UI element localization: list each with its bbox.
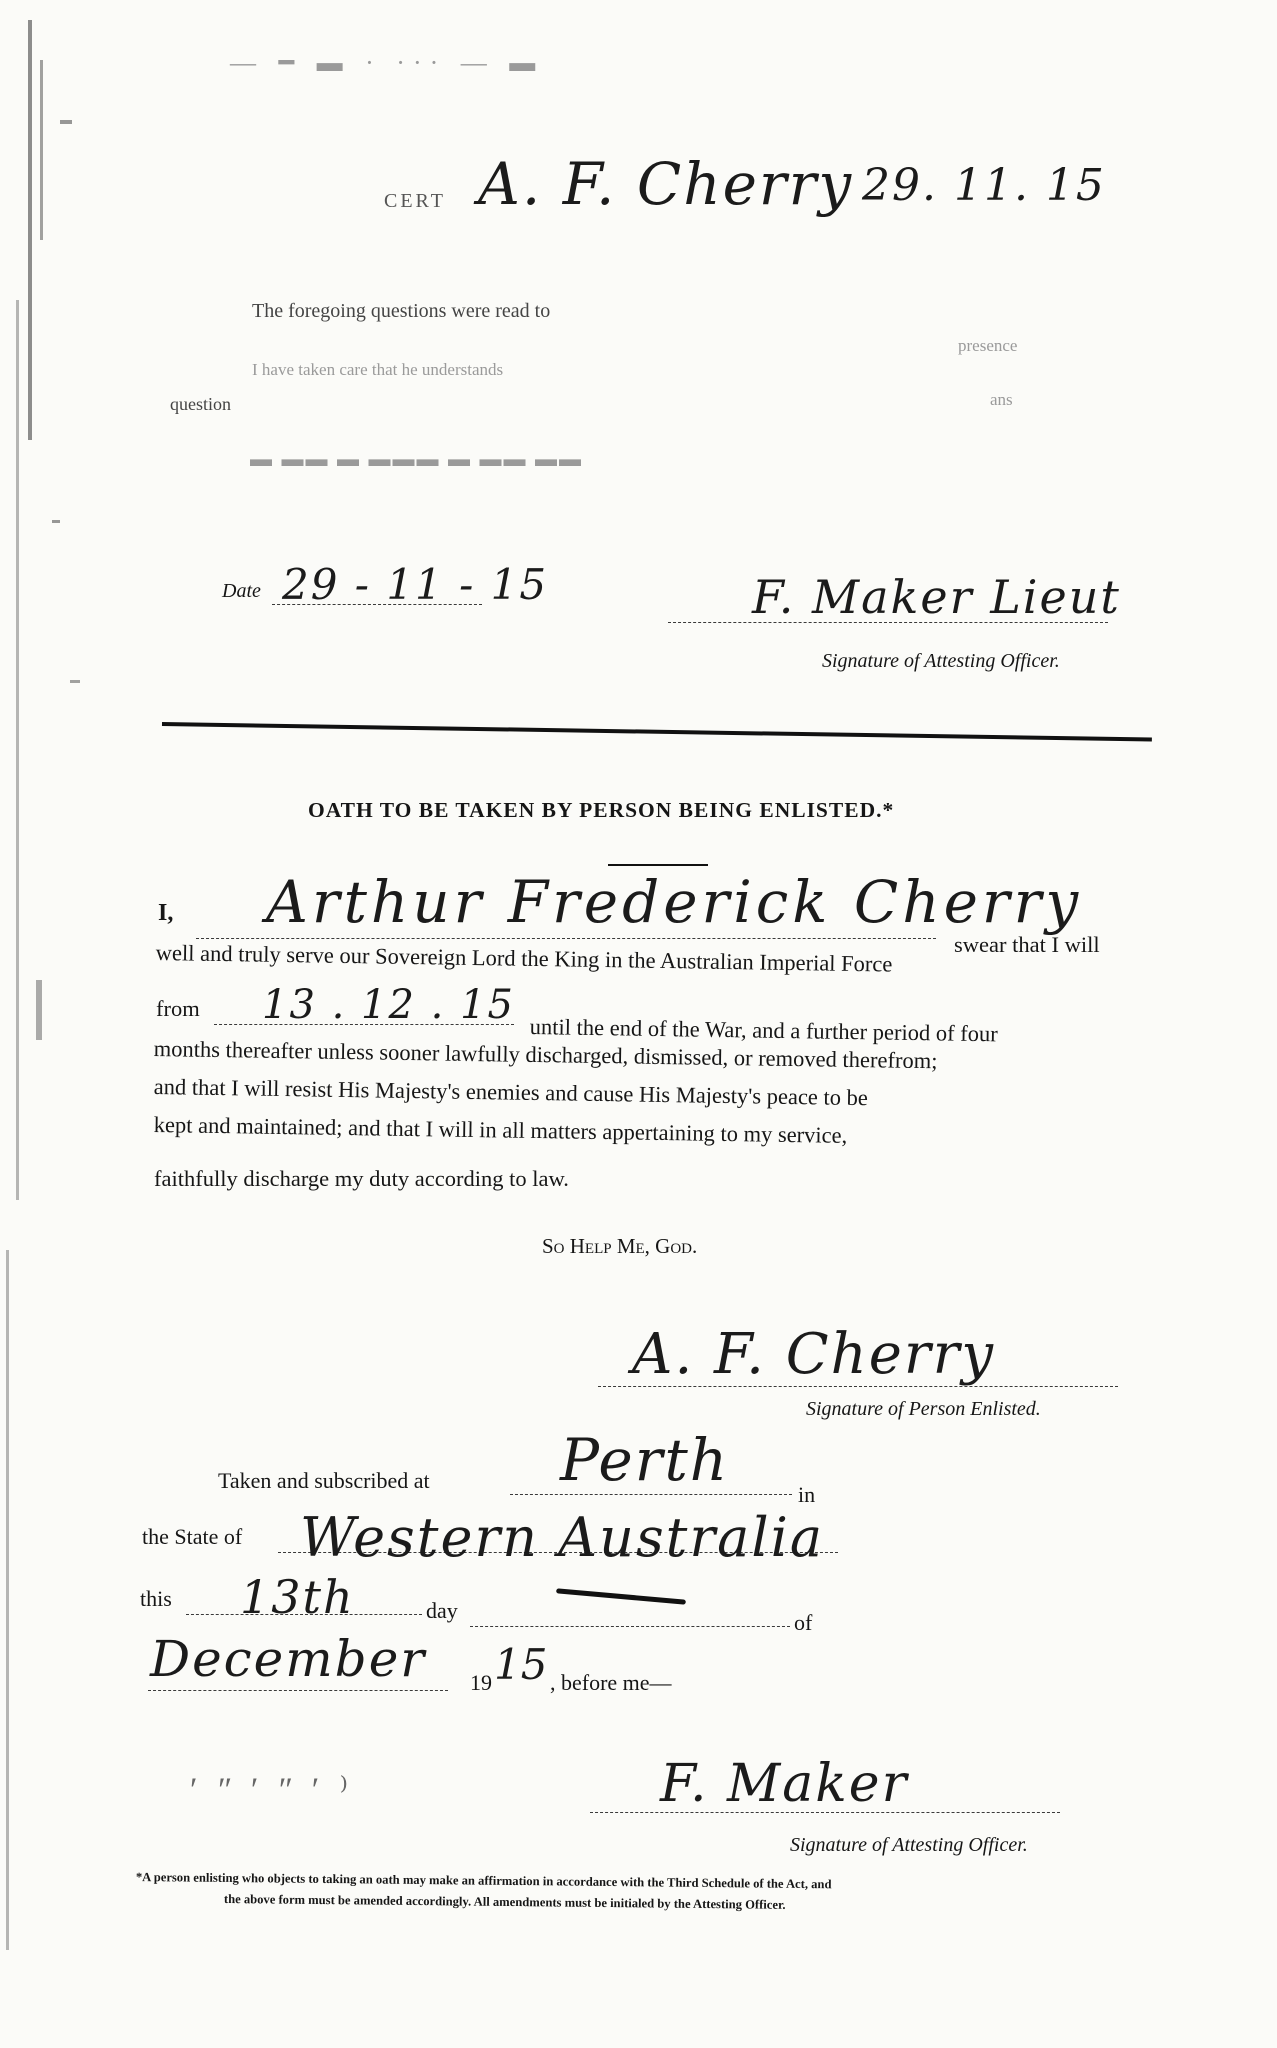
oath-line5: and that I will resist His Majesty's enemies and cause His Majesty's peace to be bbox=[153, 1074, 869, 1111]
oath-pronoun: I, bbox=[158, 900, 174, 926]
from-date: 13 . 12 . 15 bbox=[262, 982, 515, 1028]
in-label: in bbox=[798, 1482, 816, 1507]
officer-signature: F. Maker bbox=[660, 1754, 909, 1814]
bottom-left-smudge: ʹ ʺ ʹ ʺ ʹ ⁾ bbox=[190, 1772, 354, 1809]
from-label: from bbox=[156, 996, 200, 1021]
oath-title-underline bbox=[608, 864, 708, 866]
of-label: of bbox=[794, 1610, 813, 1635]
enlisted-caption: Signature of Person Enlisted. bbox=[806, 1398, 1041, 1420]
enlistee-signature-top: A. F. Cherry bbox=[478, 150, 854, 218]
place-rule bbox=[510, 1494, 792, 1495]
month-rule bbox=[148, 1690, 448, 1691]
certificate-question-fragment: question bbox=[170, 394, 231, 414]
this-label: this bbox=[140, 1586, 172, 1611]
month-value: December bbox=[150, 1630, 427, 1688]
oath-line7: faithfully discharge my duty according to law. bbox=[154, 1166, 569, 1191]
oath-line1-end: swear that I will bbox=[954, 932, 1100, 957]
footnote-line1: *A person enlisting who objects to taking an oath may make an affirmation in accordance with the Third Schedule of the Act, and bbox=[135, 1870, 832, 1892]
officer-caption: Signature of Attesting Officer. bbox=[790, 1834, 1028, 1856]
footnote-line2: the above form must be amended accordingly. All amendments must be initialed by the Attesting Officer. bbox=[223, 1892, 786, 1912]
state-label: the State of bbox=[142, 1524, 243, 1549]
certificate-heading-fragment: CERT bbox=[384, 190, 446, 212]
certificate-presence-fragment: presence bbox=[958, 336, 1018, 355]
oath-closing: So Help Me, God. bbox=[542, 1234, 698, 1258]
state-value: Western Australia bbox=[300, 1506, 825, 1569]
date-value: 29 - 11 - 15 bbox=[282, 560, 549, 609]
certificate-foregoing-line: The foregoing questions were read to bbox=[252, 300, 551, 322]
certificate-taken-line: I have taken care that he understands bbox=[252, 360, 504, 379]
certificate-answer-fragment: ans bbox=[990, 390, 1013, 409]
oath-line4: months thereafter unless sooner lawfully discharged, dismissed, or removed therefrom; bbox=[153, 1036, 938, 1074]
oath-line2: well and truly serve our Sovereign Lord the King in the Australian Imperial Force bbox=[155, 940, 893, 977]
certificate-blurred-line: ▬ ▬▬ ▬ ▬▬▬ ▬ ▬▬ ▬▬ bbox=[250, 446, 583, 471]
date-label: Date bbox=[222, 580, 261, 602]
enlisted-signature: A. F. Cherry bbox=[632, 1322, 996, 1387]
before-me-label: , before me— bbox=[550, 1670, 672, 1695]
attesting-officer-caption-top: Signature of Attesting Officer. bbox=[822, 650, 1060, 672]
attesting-officer-signature-top: F. Maker Lieut bbox=[752, 570, 1121, 624]
year-prefix: 19 bbox=[470, 1670, 492, 1695]
year-suffix: 15 bbox=[494, 1640, 548, 1689]
name-rule bbox=[196, 938, 936, 939]
day-stroke bbox=[556, 1588, 686, 1604]
oath-line3-end: until the end of the War, and a further period of four bbox=[529, 1014, 998, 1047]
top-smudge: — ━ ▬ · ··· — ▬ bbox=[230, 48, 544, 77]
oath-title: OATH TO BE TAKEN BY PERSON BEING ENLISTED.* bbox=[308, 798, 895, 822]
day-label: day bbox=[426, 1598, 458, 1623]
enlistee-name: Arthur Frederick Cherry bbox=[266, 868, 1083, 936]
day-value: 13th bbox=[240, 1570, 355, 1624]
day-to-of-rule bbox=[470, 1626, 790, 1627]
place-value: Perth bbox=[560, 1426, 730, 1494]
section-divider bbox=[162, 722, 1152, 742]
certificate-signature-date: 29. 11. 15 bbox=[862, 160, 1106, 211]
oath-line6: kept and maintained; and that I will in all matters appertaining to my service, bbox=[153, 1112, 848, 1148]
taken-label: Taken and subscribed at bbox=[218, 1468, 430, 1493]
